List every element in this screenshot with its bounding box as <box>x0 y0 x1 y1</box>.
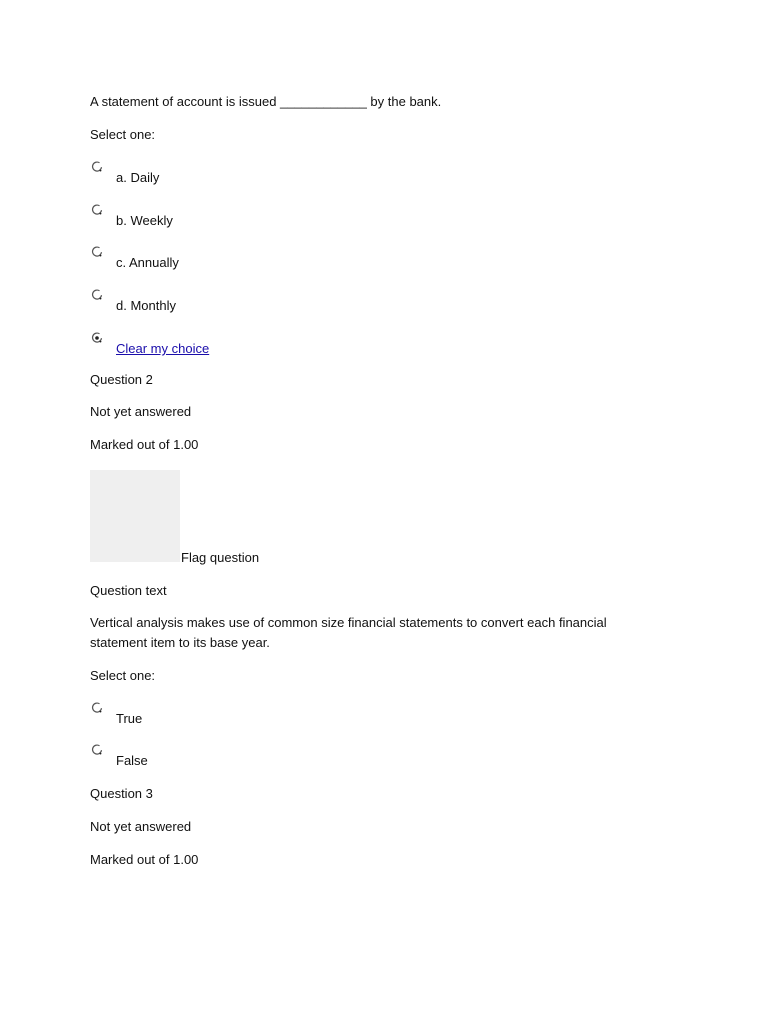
question1-option-a[interactable] <box>90 161 390 187</box>
question2-option-true[interactable] <box>90 702 390 728</box>
radio-unselected-icon[interactable] <box>91 744 103 756</box>
question1-clear-choice[interactable] <box>90 332 390 358</box>
radio-unselected-icon[interactable] <box>91 702 103 714</box>
question2-option-false-label: False <box>116 753 148 768</box>
question1-option-c[interactable] <box>90 246 390 272</box>
question2-number: Question 2 <box>90 372 153 387</box>
question2-option-false[interactable] <box>90 744 390 770</box>
question2-text-heading: Question text <box>90 583 167 598</box>
clear-my-choice-link[interactable]: Clear my choice <box>116 341 210 356</box>
question1-option-d-label: d. Monthly <box>116 298 176 313</box>
question1-select-prompt: Select one: <box>90 127 156 142</box>
radio-unselected-icon[interactable] <box>91 161 103 173</box>
question3-status: Not yet answered <box>90 819 192 834</box>
question2-text: Vertical analysis makes use of common size financial statements to convert each financial statement item to its base year. <box>90 615 607 650</box>
question3-marks: Marked out of 1.00 <box>90 852 199 867</box>
question1-option-d[interactable] <box>90 289 390 315</box>
question1-text: A statement of account is issued ____________ by the bank. <box>90 94 442 109</box>
radio-unselected-icon[interactable] <box>91 204 103 216</box>
radio-unselected-icon[interactable] <box>91 289 103 301</box>
question2-select-prompt: Select one: <box>90 668 156 683</box>
question1-option-b[interactable] <box>90 204 390 230</box>
question1-option-b-label: b. Weekly <box>116 213 173 228</box>
question1-option-c-label: c. Annually <box>116 255 179 270</box>
flag-question-label[interactable]: Flag question <box>181 550 260 565</box>
question1-option-a-label: a. Daily <box>116 170 160 185</box>
flag-icon[interactable] <box>90 470 180 562</box>
radio-unselected-icon[interactable] <box>91 246 103 258</box>
question2-marks: Marked out of 1.00 <box>90 437 199 452</box>
radio-selected-icon[interactable] <box>91 332 103 344</box>
question2-status: Not yet answered <box>90 404 192 419</box>
question2-option-true-label: True <box>116 711 143 726</box>
question3-number: Question 3 <box>90 786 153 801</box>
